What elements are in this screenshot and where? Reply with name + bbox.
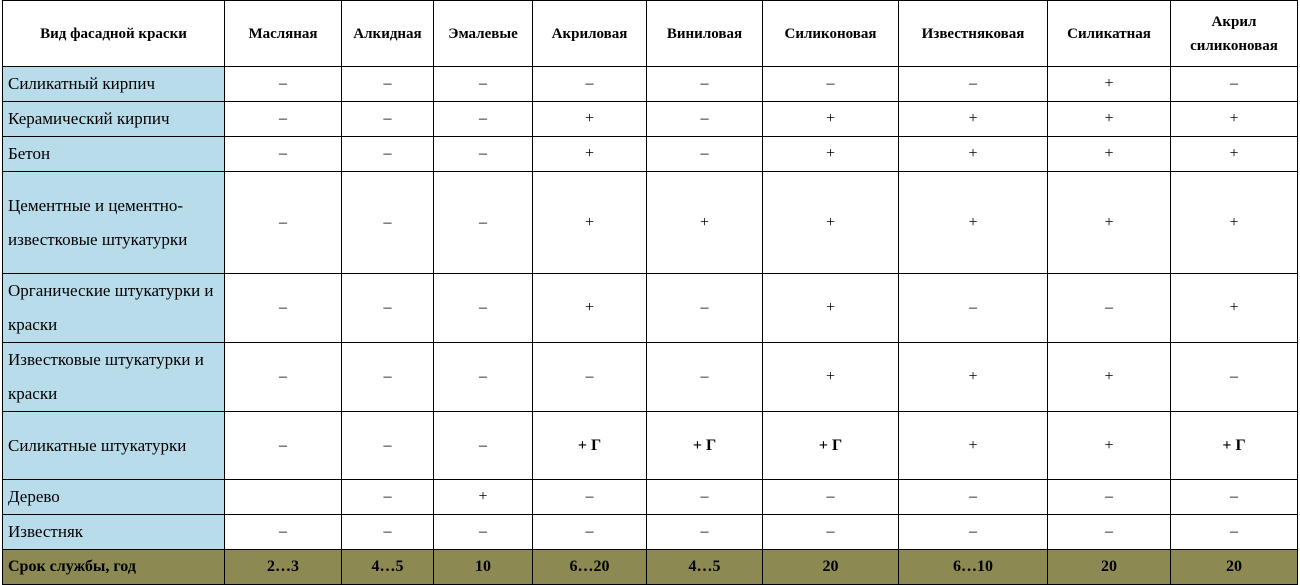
service-life-value: 6…10 (899, 550, 1048, 585)
table-cell: + (1048, 67, 1171, 102)
table-cell: – (763, 67, 899, 102)
table-cell: – (899, 515, 1048, 550)
header-paint-type: Вид фасадной краски (3, 1, 225, 67)
service-life-value: 6…20 (533, 550, 647, 585)
table-cell: + (1048, 343, 1171, 412)
table-cell: – (342, 480, 434, 515)
table-cell: – (225, 274, 342, 343)
service-life-value: 20 (1048, 550, 1171, 585)
table-cell: – (434, 412, 533, 480)
table-cell: – (647, 515, 763, 550)
table-cell: – (342, 137, 434, 172)
table-cell: – (647, 343, 763, 412)
table-cell: + (533, 137, 647, 172)
table-cell: – (225, 137, 342, 172)
paint-compatibility-table (2, 0, 1298, 585)
table-cell: + (763, 102, 899, 137)
service-life-value: 4…5 (647, 550, 763, 585)
table-cell: + (533, 172, 647, 274)
table-cell: + Г (1171, 412, 1298, 480)
table-cell: + (1048, 102, 1171, 137)
table-cell: – (1171, 67, 1298, 102)
table-cell (225, 480, 342, 515)
table-row (3, 67, 1298, 102)
table-cell: – (899, 480, 1048, 515)
service-life-value: 4…5 (342, 550, 434, 585)
table-cell: + (763, 274, 899, 343)
table-cell: – (1048, 480, 1171, 515)
table-cell: + (1048, 172, 1171, 274)
table-cell: – (342, 102, 434, 137)
table-row (3, 343, 1298, 412)
table-cell: – (1048, 274, 1171, 343)
header-row (3, 1, 1298, 67)
header-column: Известняковая (899, 1, 1048, 67)
table-cell: + (434, 480, 533, 515)
header-column: Силиконовая (763, 1, 899, 67)
table-cell: – (434, 515, 533, 550)
table-cell: + (533, 274, 647, 343)
table-cell: – (533, 480, 647, 515)
header-column: Алкидная (342, 1, 434, 67)
table-cell: + (763, 137, 899, 172)
table-cell: + (647, 172, 763, 274)
table-row (3, 412, 1298, 480)
table-cell: – (899, 274, 1048, 343)
table-cell: – (342, 515, 434, 550)
table-cell: – (647, 137, 763, 172)
table-cell: – (647, 67, 763, 102)
table-cell: + (1171, 172, 1298, 274)
table-row (3, 274, 1298, 343)
row-label: Цементные и цементно-известковые штукатурки (3, 172, 225, 274)
table-cell: + (533, 102, 647, 137)
table-cell: – (1048, 515, 1171, 550)
table-cell: – (1171, 343, 1298, 412)
service-life-value: 20 (763, 550, 899, 585)
service-life-row (3, 550, 1298, 585)
table-cell: + (899, 137, 1048, 172)
row-label: Силикатные штукатурки (3, 412, 225, 480)
table-body (3, 67, 1298, 585)
table-cell: – (647, 274, 763, 343)
row-label: Дерево (3, 480, 225, 515)
header-column: Силикатная (1048, 1, 1171, 67)
table-cell: – (225, 343, 342, 412)
table-cell: – (225, 172, 342, 274)
table-cell: – (763, 480, 899, 515)
table-cell: – (225, 102, 342, 137)
table-cell: – (647, 480, 763, 515)
table-row (3, 137, 1298, 172)
table-cell: – (225, 412, 342, 480)
table-cell: – (434, 172, 533, 274)
table-cell: – (533, 515, 647, 550)
table-cell: + (763, 172, 899, 274)
table-cell: – (1171, 480, 1298, 515)
table-cell: – (533, 67, 647, 102)
row-label: Керамический кирпич (3, 102, 225, 137)
header-column: Масляная (225, 1, 342, 67)
table-cell: + (1171, 137, 1298, 172)
table-cell: + Г (533, 412, 647, 480)
table-cell: – (225, 515, 342, 550)
row-label: Силикатный кирпич (3, 67, 225, 102)
table-cell: – (342, 67, 434, 102)
header-column: Акрил силиконовая (1171, 1, 1298, 67)
table-cell: + Г (647, 412, 763, 480)
header-column: Эмалевые (434, 1, 533, 67)
table-cell: – (342, 412, 434, 480)
table-cell: + (899, 343, 1048, 412)
service-life-value: 20 (1171, 550, 1298, 585)
table-cell: – (763, 515, 899, 550)
table-cell: + (763, 343, 899, 412)
table-cell: + (1171, 274, 1298, 343)
table-cell: + Г (763, 412, 899, 480)
table-cell: + (1171, 102, 1298, 137)
row-label: Известковые штукатурки и краски (3, 343, 225, 412)
row-label: Бетон (3, 137, 225, 172)
table-row (3, 515, 1298, 550)
table-row (3, 480, 1298, 515)
header-column: Акриловая (533, 1, 647, 67)
table-cell: + (1048, 412, 1171, 480)
service-life-value: 10 (434, 550, 533, 585)
table-cell: – (434, 102, 533, 137)
table-row (3, 172, 1298, 274)
table-cell: – (342, 343, 434, 412)
row-label: Известняк (3, 515, 225, 550)
table-cell: – (1171, 515, 1298, 550)
table-cell: – (342, 274, 434, 343)
header-column: Виниловая (647, 1, 763, 67)
table-cell: – (899, 67, 1048, 102)
table-cell: – (434, 343, 533, 412)
table-cell: – (342, 172, 434, 274)
table-cell: + (899, 412, 1048, 480)
table-cell: – (647, 102, 763, 137)
table-row (3, 102, 1298, 137)
row-label: Органические штукатурки и краски (3, 274, 225, 343)
table-cell: – (533, 343, 647, 412)
service-life-value: 2…3 (225, 550, 342, 585)
service-life-label: Срок службы, год (3, 550, 225, 585)
table-cell: + (1048, 137, 1171, 172)
table-cell: + (899, 172, 1048, 274)
table-cell: – (434, 67, 533, 102)
table-cell: – (434, 137, 533, 172)
table-cell: + (899, 102, 1048, 137)
table-cell: – (434, 274, 533, 343)
table-cell: – (225, 67, 342, 102)
